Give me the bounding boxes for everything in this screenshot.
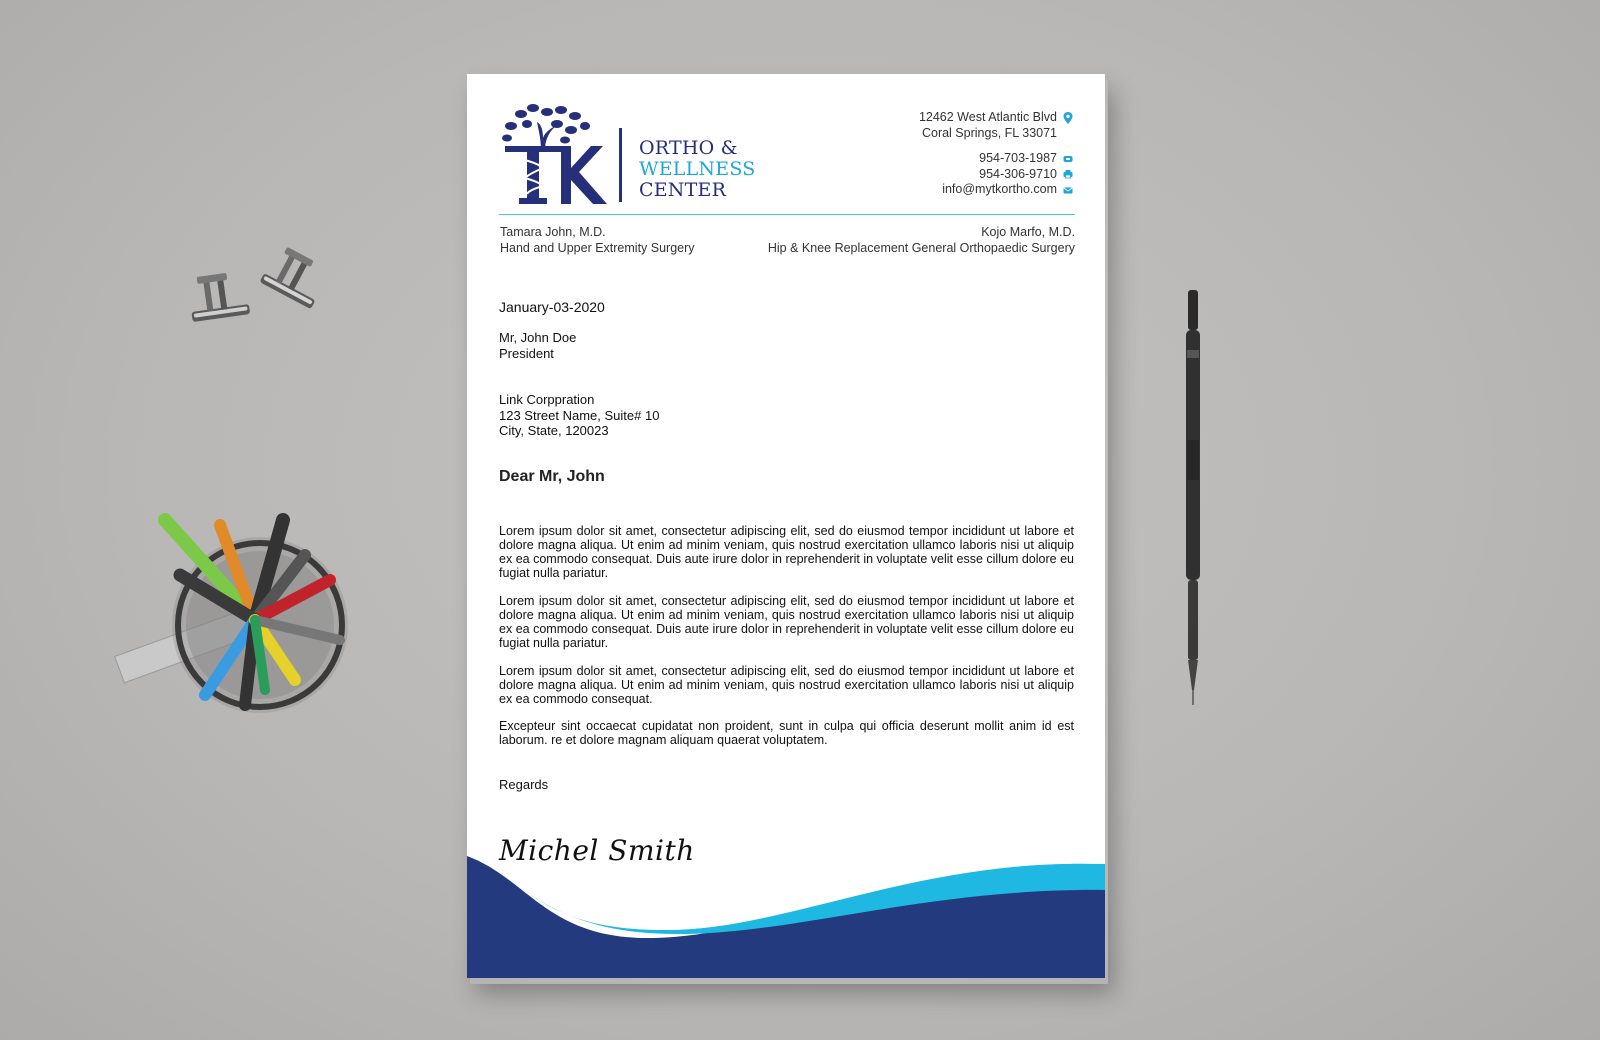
logo-line-1: ORTHO & (639, 137, 738, 159)
doctor-left-name: Tamara John, M.D. (500, 225, 606, 239)
phone-icon (1063, 153, 1073, 165)
recipient-title: President (499, 345, 554, 361)
pen-holder-cup (105, 500, 365, 730)
fax-row (919, 167, 1073, 183)
address-line-1: 12462 West Atlantic Blvd (918, 110, 1057, 124)
address-row-2 (919, 126, 1073, 142)
letterhead-sheet (467, 74, 1105, 978)
location-pin-icon (1063, 112, 1073, 124)
doctor-right (768, 225, 1075, 256)
clinic-logo (499, 102, 759, 206)
city-state-zip: City, State, 120023 (499, 423, 609, 438)
contact-block (919, 110, 1073, 198)
recipient-name: Mr, John Doe (499, 330, 577, 345)
signature: Michel Smith (499, 834, 695, 867)
paragraph-1: Lorem ipsum dolor sit amet, consectetur adipiscing elit, sed do eiusmod tempor incididunt ut labore et dolore magna aliqua. Ut enim ad minim veniam, quis nostrud exercitation ullamco laboris nisi ut aliquip ex ea commodo consequat. Duis aute irure dolor in reprehenderit in voluptate velit esse cillum dolore eu fugiat nulla pariatur. (499, 524, 1074, 580)
paragraph-3: Lorem ipsum dolor sit amet, consectetur adipiscing elit, sed do eiusmod tempor incididunt ut labore et dolore magna aliqua. Ut enim ad minim veniam, quis nostrud exercitation ullamco laboris nisi ut aliquip ex ea commodo consequat. (499, 664, 1074, 706)
street-address: 123 Street Name, Suite# 10 (499, 407, 660, 423)
email-address: info@mytkortho.com (942, 182, 1057, 196)
company-name: Link Corppration (499, 392, 595, 407)
logo-line-3: CENTER (639, 179, 727, 201)
mechanical-pencil (1178, 290, 1208, 710)
phone-row (919, 151, 1073, 167)
clinic-name (639, 138, 755, 201)
paragraph-4: Excepteur sint occaecat cupidatat non proident, sunt in culpa qui officia deserunt mollit anim id est laborum. re et dolore magnam aliquam quaerat voluptatem. (499, 719, 1074, 747)
email-icon (1063, 184, 1073, 196)
address-line-2: Coral Springs, FL 33071 (921, 125, 1057, 140)
email-row (919, 182, 1073, 198)
doctor-right-specialty: Hip & Knee Replacement General Orthopaedic Surgery (767, 240, 1075, 255)
recipient-address (499, 392, 1074, 439)
doctor-left-specialty: Hand and Upper Extremity Surgery (500, 240, 695, 255)
closing: Regards (499, 777, 549, 792)
doctor-right-name: Kojo Marfo, M.D. (981, 225, 1075, 239)
paragraph-2: Lorem ipsum dolor sit amet, consectetur adipiscing elit, sed do eiusmod tempor incididunt ut labore et dolore magna aliqua. Ut enim ad minim veniam, quis nostrud exercitation ullamco laboris nisi ut aliquip ex ea commodo consequat. Duis aute irure dolor in reprehenderit in voluptate velit esse cillum dolore eu fugiat nulla pariatur. (499, 594, 1074, 650)
tree-icon (499, 102, 634, 206)
phone-number: 954-703-1987 (979, 151, 1057, 165)
letter-date: January-03-2020 (499, 299, 605, 315)
header-divider (499, 214, 1075, 215)
salutation: Dear Mr, John (499, 468, 605, 485)
doctor-left (500, 225, 695, 256)
cufflinks (180, 240, 340, 340)
recipient-block (499, 330, 1074, 361)
logo-line-2: WELLNESS (639, 158, 756, 180)
fax-number: 954-306-9710 (979, 166, 1057, 181)
address-row-1 (919, 110, 1073, 126)
fax-icon (1063, 168, 1073, 180)
